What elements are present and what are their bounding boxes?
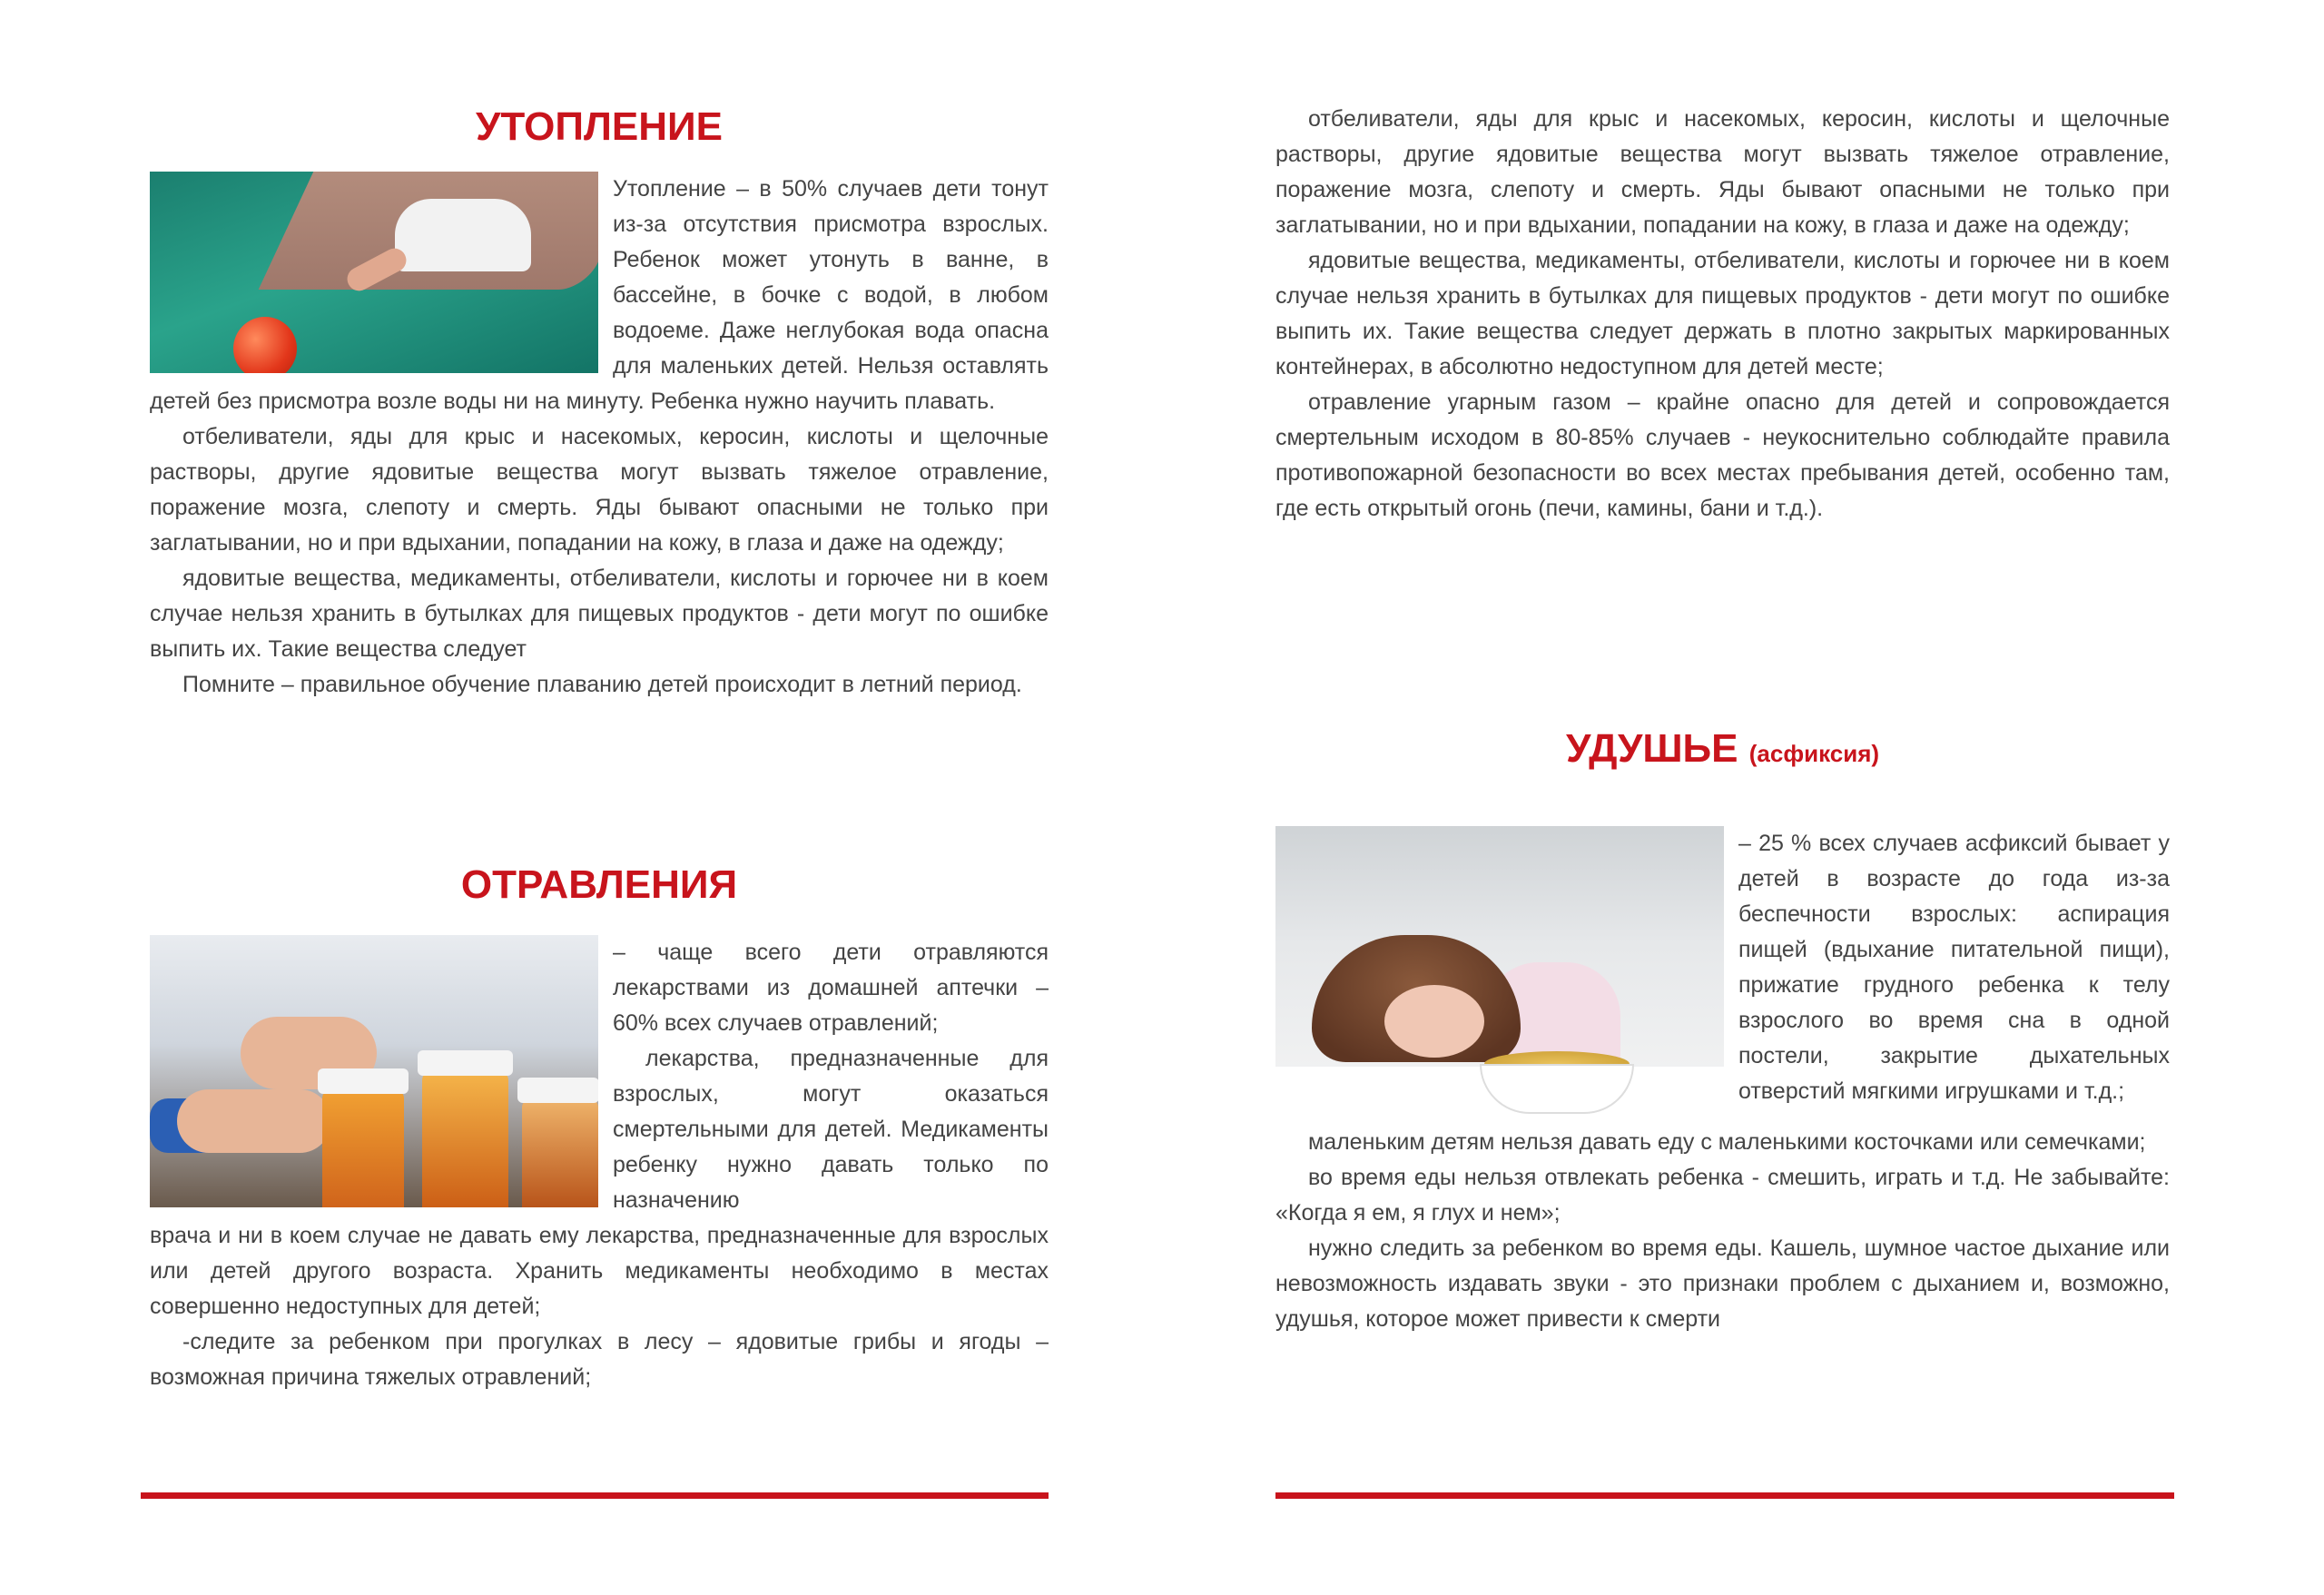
poisoning-wrap-text: – чаще всего дети отравляются лекарствами из домашней аптечки – 60% всех случаев отравлений; xyxy=(613,940,1049,1036)
drowning-para-2: ядовитые вещества, медикаменты, отбеливатели, кислоты и горючее ни в коем случае нельзя хранить в бутылках для пищевых продуктов - дети могут по ошибке выпить их. Такие вещества следует xyxy=(150,566,1049,662)
right-top-text xyxy=(1275,102,2170,527)
drowning-para-1: отбеливатели, яды для крыс и насекомых, керосин, кислоты и щелочные растворы, другие ядовитые вещества могут вызвать тяжелое отравление, поражение мозга, слепоту и смерть. Яды бывают опасными не только при заглатывании, но и при вдыхании, попадании на кожу, в глаза и даже на одежду; xyxy=(150,424,1049,556)
right-para-1: отбеливатели, яды для крыс и насекомых, керосин, кислоты и щелочные растворы, другие ядовитые вещества могут вызвать тяжелое отравление, поражение мозга, слепоту и смерть. Яды бывают опасными не только при заглатывании, но и при вдыхании, попадании на кожу, в глаза и даже на одежду; xyxy=(1275,106,2170,238)
right-para-2: ядовитые вещества, медикаменты, отбеливатели, кислоты и горючее ни в коем случае нельзя хранить в бутылках для пищевых продуктов - дети могут по ошибке выпить их. Такие вещества следует держать в плотно закрытых маркированных контейнерах, в абсолютно недоступном для детей месте; xyxy=(1275,248,2170,379)
poisoning-para-1: врача и ни в коем случае не давать ему лекарства, предназначенные для взрослых или детей другого возраста. Хранить медикаменты необходимо в местах совершенно недоступных для детей; xyxy=(150,1223,1049,1319)
poisoning-title: ОТРАВЛЕНИЯ xyxy=(460,862,738,907)
right-bottom-rule xyxy=(1275,1492,2174,1499)
drowning-title: УТОПЛЕНИЕ xyxy=(476,104,723,149)
drowning-photo xyxy=(150,172,598,373)
poisoning-photo xyxy=(150,935,598,1207)
drowning-para-3: Помните – правильное обучение плаванию детей происходит в летний период. xyxy=(182,672,1022,697)
asphyxia-title-main: УДУШЬЕ xyxy=(1565,726,1738,771)
poisoning-section xyxy=(150,862,1049,1395)
asphyxia-para-3: нужно следить за ребенком во время еды. Кашель, шумное частое дыхание или невозможность издавать звуки - это признаки проблем с дыханием и, возможно, удушья, которое может привести к смерти xyxy=(1275,1236,2170,1332)
asphyxia-para-1: маленьким детям нельзя давать еду с маленькими косточками или семечками; xyxy=(1308,1129,2146,1155)
asphyxia-title-small: (асфиксия) xyxy=(1748,740,1880,767)
drowning-section xyxy=(150,104,1049,703)
asphyxia-section xyxy=(1275,726,2170,1337)
right-para-3: отравление угарным газом – крайне опасно для детей и сопровождается смертельным исходом в 80-85% случаев - неукоснительно соблюдайте правила противопожарной безопасности во всех местах пребывания детей, особенно там, где есть открытый огонь (печи, камины, бани и т.д.). xyxy=(1275,389,2170,521)
asphyxia-wrap-text: – 25 % всех случаев асфиксий бывает у детей в возрасте до года из-за беспечности взрослых: аспирация пищей (вдыхание питательной пищи), прижатие грудного ребенка к телу взрослого во время сна в одной постели, закрытие дыхательных отверстий мягкими игрушками и т.д.; xyxy=(1738,831,2170,1104)
left-bottom-rule xyxy=(141,1492,1049,1499)
asphyxia-photo xyxy=(1275,826,1724,1121)
asphyxia-title xyxy=(1275,726,2170,772)
poisoning-wrap-text-2: лекарства, предназначенные для взрослых, могут оказаться смертельными для детей. Медикаменты ребенку нужно давать только по назначению xyxy=(613,1046,1049,1213)
poisoning-para-2: -следите за ребенком при прогулках в лесу – ядовитые грибы и ягоды – возможная причина тяжелых отравлений; xyxy=(150,1329,1049,1390)
left-page xyxy=(150,0,1049,1595)
drowning-wrap-text: Утопление – в 50% случаев дети тонут из-за отсутствия присмотра взрослых. Ребенок может утонуть в ванне, в бассейне, в бочке с водой, в любом водоеме. Даже неглубокая вода опасна для маленьких детей. Нельзя оставлять детей без присмотра возле воды ни на минуту. Ребенка нужно научить плавать. xyxy=(150,176,1049,414)
asphyxia-para-2: во время еды нельзя отвлекать ребенка - смешить, играть и т.д. Не забывайте: «Когда я ем, я глух и нем»; xyxy=(1275,1165,2170,1226)
right-page xyxy=(1275,0,2174,1595)
ball-icon xyxy=(233,317,297,373)
